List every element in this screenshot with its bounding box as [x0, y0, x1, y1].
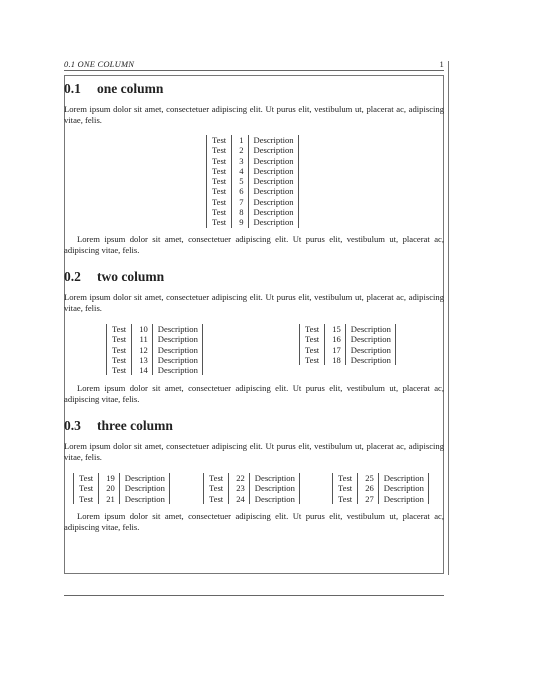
header-rule: [64, 70, 444, 71]
section-title: one column: [97, 81, 164, 96]
cell-label: Test: [333, 483, 358, 493]
cell-description: Description: [378, 494, 428, 504]
cell-number: 6: [232, 186, 248, 196]
section-heading: [64, 418, 444, 434]
data-table: [332, 473, 429, 504]
cell-label: Test: [207, 217, 232, 227]
cell-label: Test: [74, 494, 99, 504]
cell-number: 3: [232, 156, 248, 166]
data-table: [73, 473, 170, 504]
cell-label: Test: [107, 324, 132, 334]
cell-number: 19: [99, 473, 120, 483]
cell-description: Description: [152, 345, 202, 355]
cell-label: Test: [300, 355, 325, 365]
running-header: [64, 59, 444, 70]
cell-label: Test: [107, 334, 132, 344]
cell-number: 21: [99, 494, 120, 504]
cell-label: Test: [333, 494, 358, 504]
data-table: [206, 135, 299, 228]
cell-number: 15: [325, 324, 346, 334]
cell-label: Test: [207, 135, 232, 145]
cell-label: Test: [207, 156, 232, 166]
table-row: [207, 186, 299, 196]
cell-description: Description: [248, 186, 298, 196]
cell-description: Description: [248, 156, 298, 166]
cell-label: Test: [207, 166, 232, 176]
cell-label: Test: [207, 145, 232, 155]
cell-description: Description: [152, 334, 202, 344]
page-number: 1: [439, 59, 444, 69]
cell-number: 4: [232, 166, 248, 176]
table-row: [333, 494, 429, 504]
data-table: [203, 473, 300, 504]
intro-paragraph: Lorem ipsum dolor sit amet, consectetuer adipiscing elit. Ut purus elit, vestibulum ut, placerat ac, adipiscing vitae, felis.: [64, 104, 444, 125]
closing-paragraph-block: [64, 511, 444, 532]
cell-description: Description: [249, 483, 299, 493]
cell-label: Test: [107, 345, 132, 355]
margin-note-bar: [448, 61, 449, 575]
table-row: [74, 483, 170, 493]
closing-paragraph-block: [64, 234, 444, 255]
cell-description: Description: [345, 324, 395, 334]
table-row: [204, 483, 300, 493]
section-title: two column: [97, 269, 165, 284]
data-table: [299, 324, 396, 365]
cell-number: 26: [358, 483, 379, 493]
cell-number: 17: [325, 345, 346, 355]
cell-number: 27: [358, 494, 379, 504]
cell-number: 24: [229, 494, 250, 504]
cell-number: 25: [358, 473, 379, 483]
section-one-column: [64, 81, 444, 125]
section-title: three column: [97, 418, 173, 433]
cell-label: Test: [207, 207, 232, 217]
cell-label: Test: [74, 483, 99, 493]
cell-label: Test: [107, 365, 132, 375]
cell-label: Test: [74, 473, 99, 483]
table-row: [207, 166, 299, 176]
table-row: [300, 345, 396, 355]
cell-number: 5: [232, 176, 248, 186]
closing-paragraph: Lorem ipsum dolor sit amet, consectetuer adipiscing elit. Ut purus elit, vestibulum ut, placerat ac, adipiscing vitae, felis.: [64, 383, 444, 404]
cell-label: Test: [204, 494, 229, 504]
section-heading: [64, 269, 444, 285]
cell-description: Description: [249, 494, 299, 504]
cell-number: 1: [232, 135, 248, 145]
cell-label: Test: [300, 324, 325, 334]
cell-number: 16: [325, 334, 346, 344]
section-three-column: [64, 418, 444, 462]
cell-label: Test: [300, 334, 325, 344]
section-number: 0.3: [64, 418, 81, 433]
table-row: [207, 156, 299, 166]
cell-label: Test: [207, 197, 232, 207]
cell-description: Description: [119, 483, 169, 493]
cell-number: 9: [232, 217, 248, 227]
section-two-column: [64, 269, 444, 313]
cell-description: Description: [248, 197, 298, 207]
cell-description: Description: [248, 176, 298, 186]
cell-label: Test: [300, 345, 325, 355]
cell-label: Test: [333, 473, 358, 483]
table-row: [300, 355, 396, 365]
table-row: [74, 494, 170, 504]
cell-description: Description: [248, 207, 298, 217]
cell-description: Description: [345, 355, 395, 365]
cell-number: 13: [132, 355, 153, 365]
table-row: [107, 324, 203, 334]
table-row: [207, 145, 299, 155]
table-row: [333, 483, 429, 493]
cell-description: Description: [248, 166, 298, 176]
cell-description: Description: [152, 365, 202, 375]
table-row: [107, 365, 203, 375]
running-header-title: 0.1 ONE COLUMN: [64, 59, 135, 69]
cell-number: 7: [232, 197, 248, 207]
cell-number: 23: [229, 483, 250, 493]
section-number: 0.1: [64, 81, 81, 96]
cell-label: Test: [207, 186, 232, 196]
table-row: [333, 473, 429, 483]
cell-number: 22: [229, 473, 250, 483]
footer-rule: [64, 595, 444, 596]
cell-number: 10: [132, 324, 153, 334]
cell-number: 14: [132, 365, 153, 375]
table-row: [107, 334, 203, 344]
table-row: [74, 473, 170, 483]
cell-description: Description: [119, 473, 169, 483]
table-row: [207, 197, 299, 207]
cell-description: Description: [378, 473, 428, 483]
table-row: [204, 494, 300, 504]
cell-description: Description: [248, 145, 298, 155]
table-row: [204, 473, 300, 483]
table-row: [107, 355, 203, 365]
table-row: [207, 217, 299, 227]
cell-number: 8: [232, 207, 248, 217]
cell-description: Description: [378, 483, 428, 493]
cell-description: Description: [152, 324, 202, 334]
cell-label: Test: [207, 176, 232, 186]
cell-description: Description: [345, 345, 395, 355]
cell-description: Description: [248, 217, 298, 227]
closing-paragraph-block: [64, 383, 444, 404]
section-heading: [64, 81, 444, 97]
intro-paragraph: Lorem ipsum dolor sit amet, consectetuer adipiscing elit. Ut purus elit, vestibulum ut, placerat ac, adipiscing vitae, felis.: [64, 292, 444, 313]
table-row: [207, 207, 299, 217]
closing-paragraph: Lorem ipsum dolor sit amet, consectetuer adipiscing elit. Ut purus elit, vestibulum ut, placerat ac, adipiscing vitae, felis.: [64, 234, 444, 255]
table-row: [107, 345, 203, 355]
cell-number: 2: [232, 145, 248, 155]
cell-label: Test: [204, 473, 229, 483]
table-row: [300, 334, 396, 344]
cell-label: Test: [204, 483, 229, 493]
cell-number: 11: [132, 334, 153, 344]
section-number: 0.2: [64, 269, 81, 284]
cell-description: Description: [119, 494, 169, 504]
table-row: [300, 324, 396, 334]
closing-paragraph: Lorem ipsum dolor sit amet, consectetuer adipiscing elit. Ut purus elit, vestibulum ut, placerat ac, adipiscing vitae, felis.: [64, 511, 444, 532]
cell-description: Description: [248, 135, 298, 145]
cell-description: Description: [345, 334, 395, 344]
cell-description: Description: [152, 355, 202, 365]
cell-description: Description: [249, 473, 299, 483]
cell-number: 20: [99, 483, 120, 493]
cell-label: Test: [107, 355, 132, 365]
table-row: [207, 135, 299, 145]
data-table: [106, 324, 203, 375]
cell-number: 18: [325, 355, 346, 365]
intro-paragraph: Lorem ipsum dolor sit amet, consectetuer adipiscing elit. Ut purus elit, vestibulum ut, placerat ac, adipiscing vitae, felis.: [64, 441, 444, 462]
cell-number: 12: [132, 345, 153, 355]
table-row: [207, 176, 299, 186]
